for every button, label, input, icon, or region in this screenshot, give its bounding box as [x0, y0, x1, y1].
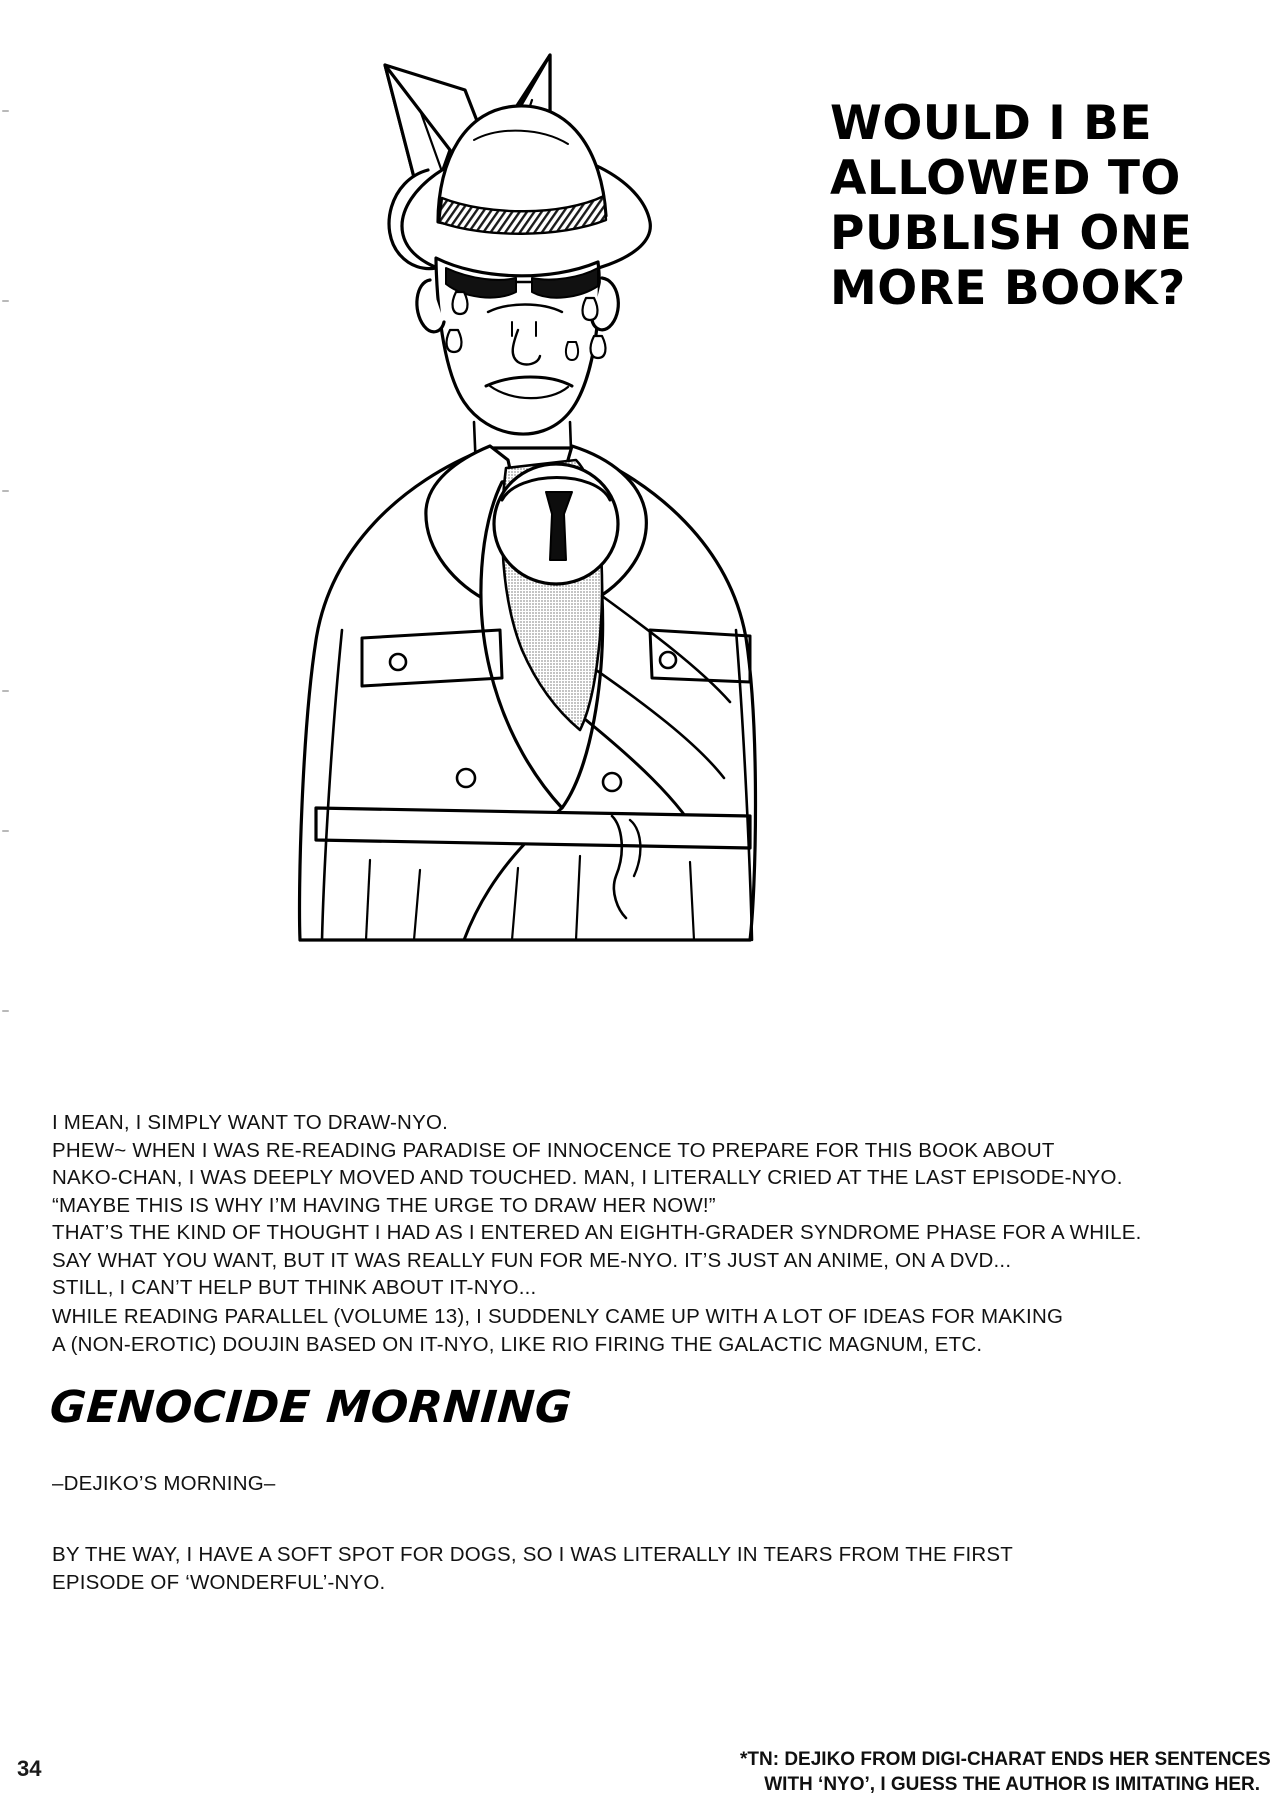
page-title	[830, 96, 1260, 316]
paragraph2-line-2: A (NON-EROTIC) DOUJIN BASED ON IT-NYO, LIKE RIO FIRING THE GALACTIC MAGNUM, ETC.	[52, 1332, 983, 1356]
translator-note	[740, 1747, 1271, 1797]
paragraph1-line-4: “MAYBE THIS IS WHY I’M HAVING THE URGE TO DRAW HER NOW!”	[52, 1193, 716, 1217]
headline-line-3: PUBLISH ONE	[830, 205, 1193, 261]
headline-line-2: ALLOWED TO	[830, 150, 1181, 206]
paragraph1-line-3: NAKO-CHAN, I WAS DEEPLY MOVED AND TOUCHED. MAN, I LITERALLY CRIED AT THE LAST EPISODE-NYO.	[52, 1166, 1123, 1189]
body-paragraph-1	[52, 1109, 1232, 1302]
paragraph1-line-1: I MEAN, I SIMPLY WANT TO DRAW-NYO.	[52, 1111, 448, 1134]
paragraph1-line-6: SAY WHAT YOU WANT, BUT IT WAS REALLY FUN FOR ME-NYO. IT’S JUST AN ANIME, ON A DVD...	[52, 1248, 1012, 1272]
paragraph1-line-7: STILL, I CAN’T HELP BUT THINK ABOUT IT-NYO...	[52, 1276, 537, 1299]
page-edge	[0, 0, 14, 1819]
page-number: 34	[17, 1756, 42, 1781]
headline-line-1: WOULD I BE	[830, 96, 1153, 151]
paragraph3-line-1: BY THE WAY, I HAVE A SOFT SPOT FOR DOGS, SO I WAS LITERALLY IN TEARS FROM THE FIRST	[52, 1543, 1013, 1566]
section-subtitle: –DEJIKO’S MORNING–	[52, 1472, 276, 1495]
paragraph1-line-5: THAT’S THE KIND OF THOUGHT I HAD AS I ENTERED AN EIGHTH-GRADER SYNDROME PHASE FOR A WHILE.	[52, 1221, 1142, 1244]
section-title: GENOCIDE MORNING	[48, 1382, 574, 1433]
paragraph2-line-1: WHILE READING PARALLEL (VOLUME 13), I SUDDENLY CAME UP WITH A LOT OF IDEAS FOR MAKING	[52, 1305, 1064, 1328]
body-paragraph-3	[52, 1541, 1232, 1596]
translator-note-line-1: *TN: DEJIKO FROM DIGI-CHARAT ENDS HER SENTENCES	[740, 1749, 1271, 1770]
translator-note-line-2: WITH ‘NYO’, I GUESS THE AUTHOR IS IMITATING HER.	[764, 1774, 1260, 1795]
body-paragraph-2	[52, 1303, 1232, 1358]
paragraph1-line-2: PHEW~ WHEN I WAS RE-READING PARADISE OF INNOCENCE TO PREPARE FOR THIS BOOK ABOUT	[52, 1138, 1055, 1162]
headline-line-4: MORE BOOK?	[830, 260, 1186, 316]
paragraph3-line-2: EPISODE OF ‘WONDERFUL’-NYO.	[52, 1570, 386, 1594]
